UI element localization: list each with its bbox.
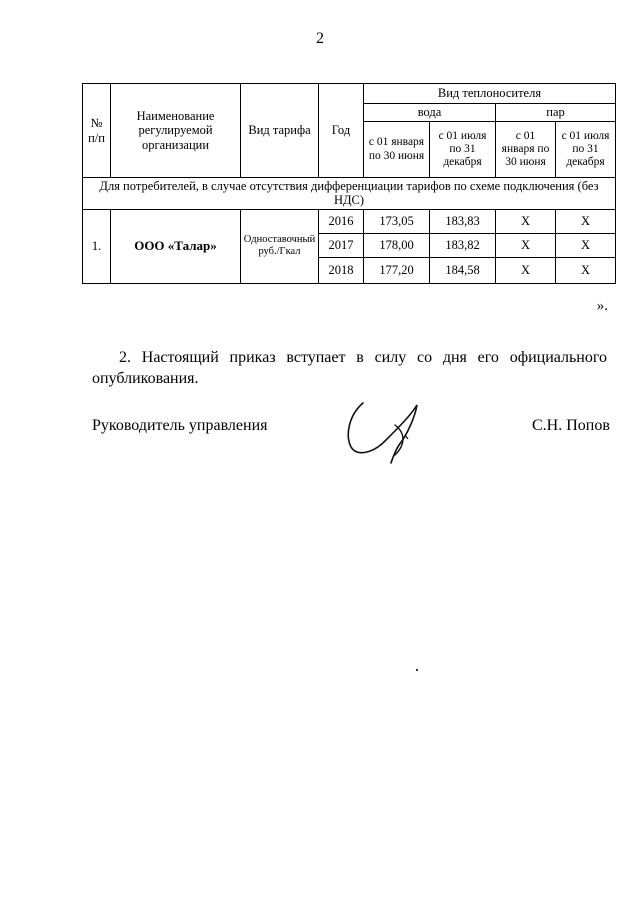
year-cell: 2016 [319,209,364,233]
header-num: № п/п [83,84,111,178]
water-value: 178,00 [364,233,430,257]
header-steam-period1: с 01 января по 30 июня [496,122,556,178]
tariff-type: Одноставочный руб./Гкал [241,209,319,283]
steam-value: X [556,233,616,257]
header-org-name: Наименование регулируемой организации [111,84,241,178]
steam-value: X [496,209,556,233]
header-water: вода [364,104,496,122]
steam-value: X [556,257,616,283]
closing-quote: ». [596,298,608,314]
page-number: 2 [316,30,324,47]
stray-dot [416,669,418,671]
header-water-period2: с 01 июля по 31 декабря [430,122,496,178]
group-label: Для потребителей, в случае отсутствия дифференциации тарифов по схеме подключения (без НДС) [83,178,616,210]
header-carrier: Вид теплоносителя [364,84,616,104]
water-value: 177,20 [364,257,430,283]
tariff-table [82,83,616,284]
steam-value: X [496,233,556,257]
year-cell: 2018 [319,257,364,283]
signer-title: Руководитель управления [92,417,268,434]
header-water-period1: с 01 января по 30 июня [364,122,430,178]
water-value: 183,83 [430,209,496,233]
steam-value: X [556,209,616,233]
header-year: Год [319,84,364,178]
year-cell: 2017 [319,233,364,257]
order-paragraph: 2. Настоящий приказ вступает в силу со дня его официального опубликования. [92,349,607,387]
header-steam-period2: с 01 июля по 31 декабря [556,122,616,178]
table-row [83,209,616,233]
signature-image [345,395,440,470]
water-value: 183,82 [430,233,496,257]
org-name: ООО «Талар» [111,209,241,283]
header-tariff-type: Вид тарифа [241,84,319,178]
signer-name: С.Н. Попов [532,417,610,434]
water-value: 184,58 [430,257,496,283]
row-num: 1. [83,209,111,283]
water-value: 173,05 [364,209,430,233]
header-steam: пар [496,104,616,122]
steam-value: X [496,257,556,283]
